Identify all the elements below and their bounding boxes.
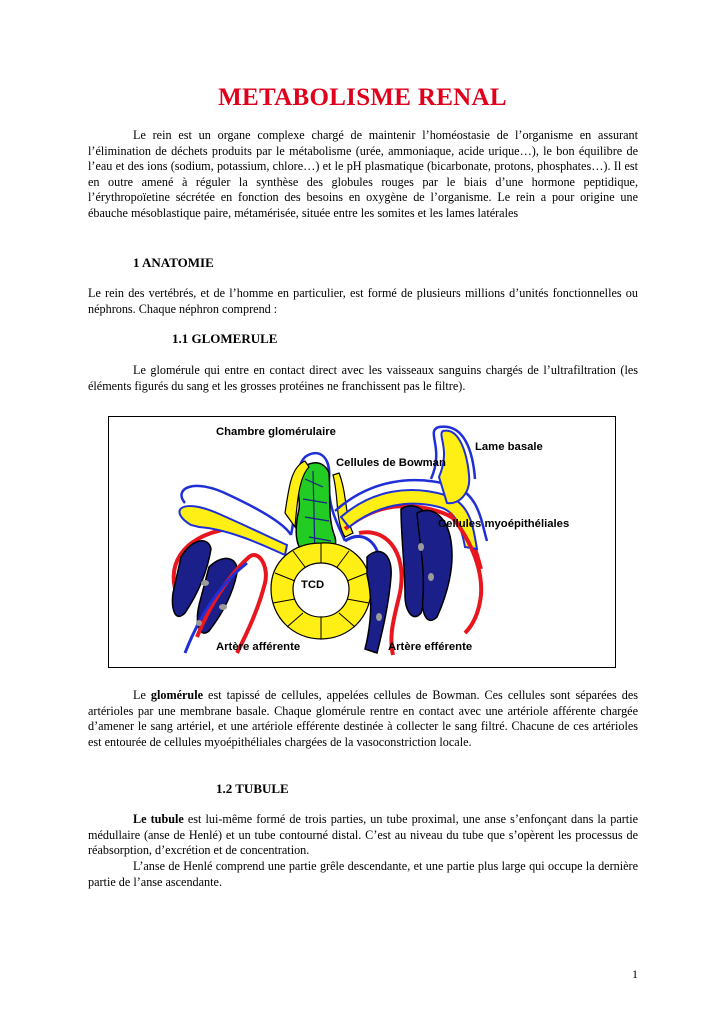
nucleus-3	[376, 613, 382, 621]
label-artere-afferente: Artère afférente	[216, 641, 301, 653]
label-lame-basale: Lame basale	[475, 441, 543, 453]
glomerule-intro-paragraph: Le glomérule qui entre en contact direct avec les vaisseaux sanguins chargés de l’ultrafiltration (les éléments figurés du sang et les grosses protéines ne franchissent pas le filtre).	[88, 363, 638, 393]
page-number: 1	[632, 967, 638, 981]
section-heading-tubule: 1.2 TUBULE	[216, 781, 289, 796]
glomerule-diagram	[108, 416, 616, 668]
tubule-text: est lui-même formé de trois parties, un tube proximal, une anse s’enfonçant dans la partie médullaire (anse de Henlé) et un tube contourné distal. C’est au niveau du tube que s’opèrent les processus de réabsorption, d’excrétion et de concentration.	[88, 812, 638, 858]
tubule-paragraph	[88, 812, 638, 859]
label-cellules-myoepitheliales: Cellules myoépithéliales	[438, 518, 570, 530]
glomerule-drawing	[109, 417, 614, 666]
nucleus-1	[201, 580, 209, 586]
nucleus-5	[428, 573, 434, 581]
section-heading-glomerule: 1.1 GLOMERULE	[172, 331, 278, 346]
intro-paragraph: Le rein est un organe complexe chargé de maintenir l’homéostasie de l’organisme en assurant l’élimination de déchets produits par le métabolisme (urée, ammoniaque, acide urique…), le bon équilibre de l’eau et des ions (sodium, potassium, chlore…) et le pH plasmatique (bicarbonate, protons, phosphates…). Il est en outre amené à réguler la synthèse des globules rouges par le biais d’une hormone peptidique, l’érythropoïetine sécrétée en fonction des besoins en oxygène de l’organisme. Le rein a pour origine une ébauche mésoblastique paire, métamérisée, située entre les somites et les lames latérales	[88, 128, 638, 220]
label-chambre-glomerulaire: Chambre glomérulaire	[216, 426, 336, 438]
label-tcd: TCD	[301, 579, 325, 591]
label-cellules-bowman: Cellules de Bowman	[336, 457, 446, 469]
nucleus-2	[219, 604, 227, 610]
henle-paragraph: L’anse de Henlé comprend une partie grêle descendante, et une partie plus large qui occupe la dernière partie de l’anse ascendante.	[88, 859, 638, 889]
nucleus-4	[418, 543, 424, 551]
label-artere-efferente: Artère efférente	[388, 641, 473, 653]
page-title: METABOLISME RENAL	[218, 84, 507, 111]
glomerule-text-after: est tapissé de cellules, appelées cellules de Bowman. Ces cellules sont séparées des artérioles par une membrane basale. Chaque glomérule rentre en contact avec une artériole afférente chargée d’amener le sang artériel, et une artériole efférente destinée à collecter le sang filtré. Chacune de ces artérioles est entourée de cellules myoépithéliales chargées de la vasoconstriction locale.	[88, 688, 638, 749]
tubule-term: Le tubule	[133, 812, 184, 826]
section-heading-anatomie: 1 ANATOMIE	[133, 255, 214, 270]
nucleus-6	[196, 620, 202, 626]
glomerule-description-paragraph	[88, 688, 638, 750]
glomerule-term: glomérule	[150, 688, 204, 702]
anatomie-paragraph: Le rein des vertébrés, et de l’homme en particulier, est formé de plusieurs millions d’unités fonctionnelles ou néphrons. Chaque néphron comprend :	[88, 286, 638, 316]
glomerule-text-before: Le	[133, 688, 151, 702]
